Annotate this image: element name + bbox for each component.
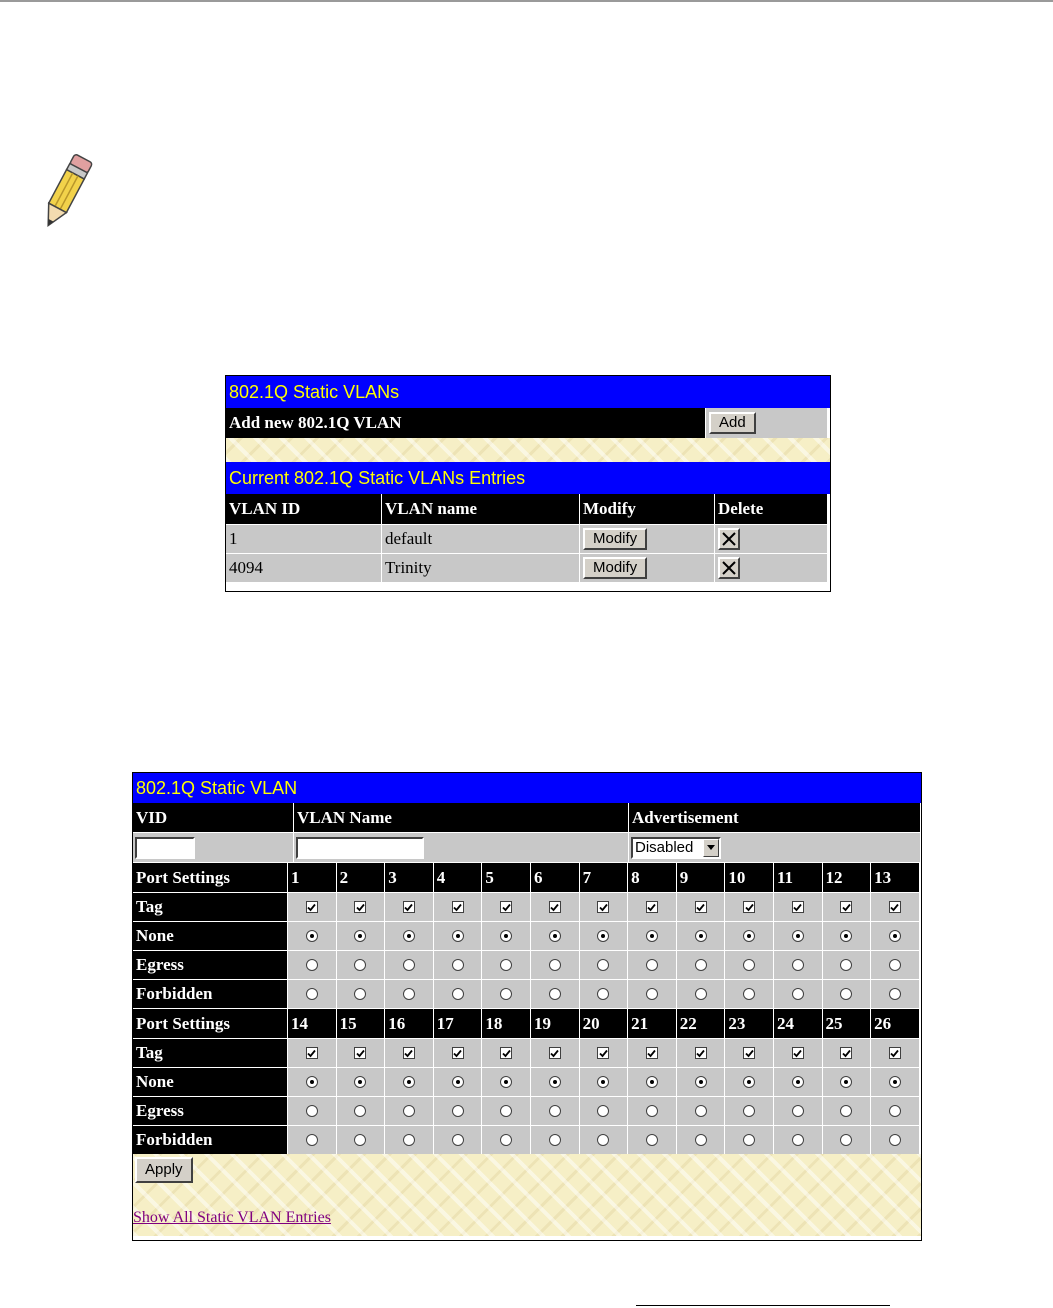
vlan-name-label: VLAN Name xyxy=(294,803,629,832)
row-label-tag: Tag xyxy=(133,1038,288,1067)
tag-checkbox-port-8[interactable] xyxy=(646,901,658,913)
forbidden-radio-port-5[interactable] xyxy=(500,988,512,1000)
modify-button[interactable]: Modify xyxy=(583,528,647,550)
none-radio-port-14[interactable] xyxy=(306,1076,318,1088)
advertisement-label: Advertisement xyxy=(629,803,921,832)
forbidden-radio-port-13[interactable] xyxy=(889,988,901,1000)
col-delete: Delete xyxy=(715,494,828,524)
forbidden-radio-port-23[interactable] xyxy=(743,1134,755,1146)
static-vlans-title: 802.1Q Static VLANs xyxy=(226,376,830,408)
port-number-header: 17 xyxy=(434,1009,483,1038)
tag-checkbox-port-26[interactable] xyxy=(889,1047,901,1059)
tag-checkbox-port-5[interactable] xyxy=(500,901,512,913)
none-radio-port-17[interactable] xyxy=(452,1076,464,1088)
port-setting-row xyxy=(133,1038,921,1067)
forbidden-radio-port-2[interactable] xyxy=(354,988,366,1000)
tag-checkbox-port-14[interactable] xyxy=(306,1047,318,1059)
port-number-header: 23 xyxy=(725,1009,774,1038)
none-radio-port-2[interactable] xyxy=(354,930,366,942)
none-radio-port-22[interactable] xyxy=(695,1076,707,1088)
none-radio-port-3[interactable] xyxy=(403,930,415,942)
egress-radio-port-22[interactable] xyxy=(695,1105,707,1117)
add-vlan-button[interactable]: Add xyxy=(709,412,756,434)
none-radio-port-5[interactable] xyxy=(500,930,512,942)
port-number-header: 7 xyxy=(580,863,629,892)
none-radio-port-16[interactable] xyxy=(403,1076,415,1088)
egress-radio-port-9[interactable] xyxy=(695,959,707,971)
vlan-id-cell: 1 xyxy=(229,529,238,548)
tag-checkbox-port-21[interactable] xyxy=(646,1047,658,1059)
row-label-tag: Tag xyxy=(133,892,288,921)
none-radio-port-8[interactable] xyxy=(646,930,658,942)
table-row xyxy=(226,553,830,582)
none-radio-port-13[interactable] xyxy=(889,930,901,942)
col-modify: Modify xyxy=(580,494,715,524)
forbidden-radio-port-8[interactable] xyxy=(646,988,658,1000)
egress-radio-port-3[interactable] xyxy=(403,959,415,971)
port-setting-row xyxy=(133,892,921,921)
none-radio-port-18[interactable] xyxy=(500,1076,512,1088)
apply-button[interactable]: Apply xyxy=(135,1157,193,1183)
egress-radio-port-17[interactable] xyxy=(452,1105,464,1117)
pencil-note-icon xyxy=(30,148,102,236)
advertisement-select[interactable] xyxy=(631,837,721,859)
port-setting-row xyxy=(133,979,921,1008)
none-radio-port-23[interactable] xyxy=(743,1076,755,1088)
show-all-static-vlan-entries-link[interactable]: Show All Static VLAN Entries xyxy=(133,1209,331,1226)
tag-checkbox-port-24[interactable] xyxy=(792,1047,804,1059)
none-radio-port-11[interactable] xyxy=(792,930,804,942)
tag-checkbox-port-12[interactable] xyxy=(840,901,852,913)
tag-checkbox-port-15[interactable] xyxy=(354,1047,366,1059)
table-row xyxy=(226,524,830,553)
forbidden-radio-port-3[interactable] xyxy=(403,988,415,1000)
tag-checkbox-port-3[interactable] xyxy=(403,901,415,913)
egress-radio-port-16[interactable] xyxy=(403,1105,415,1117)
tag-checkbox-port-25[interactable] xyxy=(840,1047,852,1059)
none-radio-port-10[interactable] xyxy=(743,930,755,942)
forbidden-radio-port-4[interactable] xyxy=(452,988,464,1000)
port-settings-group-2 xyxy=(133,1008,921,1154)
port-setting-row xyxy=(133,1125,921,1154)
forbidden-radio-port-15[interactable] xyxy=(354,1134,366,1146)
port-number-header: 13 xyxy=(871,863,920,892)
vlan-name-cell: Trinity xyxy=(385,558,432,577)
apply-area xyxy=(133,1154,921,1236)
vlan-id-cell: 4094 xyxy=(229,558,263,577)
static-vlan-panel xyxy=(132,772,922,1241)
tag-checkbox-port-16[interactable] xyxy=(403,1047,415,1059)
tag-checkbox-port-6[interactable] xyxy=(549,901,561,913)
egress-radio-port-4[interactable] xyxy=(452,959,464,971)
add-new-vlan-label: Add new 802.1Q VLAN xyxy=(226,408,706,438)
none-radio-port-21[interactable] xyxy=(646,1076,658,1088)
port-settings-group-1 xyxy=(133,862,921,1008)
port-number-header: 1 xyxy=(288,863,337,892)
top-divider xyxy=(0,0,1053,2)
row-label-egress: Egress xyxy=(133,1096,288,1125)
forbidden-radio-port-20[interactable] xyxy=(597,1134,609,1146)
forbidden-radio-port-26[interactable] xyxy=(889,1134,901,1146)
none-radio-port-9[interactable] xyxy=(695,930,707,942)
forbidden-radio-port-14[interactable] xyxy=(306,1134,318,1146)
col-vlan-name: VLAN name xyxy=(382,494,580,524)
none-radio-port-25[interactable] xyxy=(840,1076,852,1088)
delete-icon[interactable] xyxy=(718,557,740,579)
forbidden-radio-port-11[interactable] xyxy=(792,988,804,1000)
forbidden-radio-port-9[interactable] xyxy=(695,988,707,1000)
vid-input[interactable] xyxy=(135,837,195,859)
port-number-header: 26 xyxy=(871,1009,920,1038)
egress-radio-port-5[interactable] xyxy=(500,959,512,971)
row-label-forbidden: Forbidden xyxy=(133,979,288,1008)
col-vlan-id: VLAN ID xyxy=(226,494,382,524)
egress-radio-port-7[interactable] xyxy=(597,959,609,971)
port-number-header: 5 xyxy=(482,863,531,892)
egress-radio-port-19[interactable] xyxy=(549,1105,561,1117)
chevron-down-icon[interactable] xyxy=(703,839,719,857)
vlan-name-cell: default xyxy=(385,529,433,548)
forbidden-radio-port-21[interactable] xyxy=(646,1134,658,1146)
forbidden-radio-port-17[interactable] xyxy=(452,1134,464,1146)
egress-radio-port-26[interactable] xyxy=(889,1105,901,1117)
tag-checkbox-port-18[interactable] xyxy=(500,1047,512,1059)
none-radio-port-1[interactable] xyxy=(306,930,318,942)
none-radio-port-7[interactable] xyxy=(597,930,609,942)
forbidden-radio-port-6[interactable] xyxy=(549,988,561,1000)
egress-radio-port-14[interactable] xyxy=(306,1105,318,1117)
current-entries-title: Current 802.1Q Static VLANs Entries xyxy=(226,462,830,494)
port-number-header: 19 xyxy=(531,1009,580,1038)
forbidden-radio-port-7[interactable] xyxy=(597,988,609,1000)
port-settings-label: Port Settings xyxy=(133,1009,288,1038)
row-label-egress: Egress xyxy=(133,950,288,979)
none-radio-port-12[interactable] xyxy=(840,930,852,942)
tag-checkbox-port-19[interactable] xyxy=(549,1047,561,1059)
port-number-header: 12 xyxy=(823,863,872,892)
tag-checkbox-port-20[interactable] xyxy=(597,1047,609,1059)
tag-checkbox-port-7[interactable] xyxy=(597,901,609,913)
forbidden-radio-port-16[interactable] xyxy=(403,1134,415,1146)
egress-radio-port-8[interactable] xyxy=(646,959,658,971)
tag-checkbox-port-13[interactable] xyxy=(889,901,901,913)
port-number-header: 25 xyxy=(823,1009,872,1038)
none-radio-port-20[interactable] xyxy=(597,1076,609,1088)
none-radio-port-19[interactable] xyxy=(549,1076,561,1088)
forbidden-radio-port-10[interactable] xyxy=(743,988,755,1000)
port-number-header: 20 xyxy=(580,1009,629,1038)
port-setting-row xyxy=(133,1067,921,1096)
egress-radio-port-1[interactable] xyxy=(306,959,318,971)
port-number-header: 8 xyxy=(628,863,677,892)
tag-checkbox-port-4[interactable] xyxy=(452,901,464,913)
forbidden-radio-port-24[interactable] xyxy=(792,1134,804,1146)
port-setting-row xyxy=(133,921,921,950)
forbidden-radio-port-19[interactable] xyxy=(549,1134,561,1146)
port-number-header: 10 xyxy=(725,863,774,892)
port-number-header: 9 xyxy=(677,863,726,892)
delete-icon[interactable] xyxy=(718,528,740,550)
port-settings-label: Port Settings xyxy=(133,863,288,892)
tag-checkbox-port-2[interactable] xyxy=(354,901,366,913)
none-radio-port-26[interactable] xyxy=(889,1076,901,1088)
tag-checkbox-port-1[interactable] xyxy=(306,901,318,913)
tag-checkbox-port-11[interactable] xyxy=(792,901,804,913)
port-number-header: 21 xyxy=(628,1009,677,1038)
port-number-header: 11 xyxy=(774,863,823,892)
egress-radio-port-25[interactable] xyxy=(840,1105,852,1117)
port-number-header: 6 xyxy=(531,863,580,892)
vid-label: VID xyxy=(133,803,294,832)
advertisement-select-value: Disabled xyxy=(635,839,694,856)
port-number-header: 22 xyxy=(677,1009,726,1038)
none-radio-port-4[interactable] xyxy=(452,930,464,942)
port-number-header: 14 xyxy=(288,1009,337,1038)
modify-button[interactable]: Modify xyxy=(583,557,647,579)
port-number-header: 2 xyxy=(337,863,386,892)
none-radio-port-15[interactable] xyxy=(354,1076,366,1088)
egress-radio-port-6[interactable] xyxy=(549,959,561,971)
egress-radio-port-12[interactable] xyxy=(840,959,852,971)
egress-radio-port-10[interactable] xyxy=(743,959,755,971)
port-number-header: 3 xyxy=(385,863,434,892)
egress-radio-port-21[interactable] xyxy=(646,1105,658,1117)
none-radio-port-6[interactable] xyxy=(549,930,561,942)
forbidden-radio-port-18[interactable] xyxy=(500,1134,512,1146)
port-number-header: 24 xyxy=(774,1009,823,1038)
tag-checkbox-port-9[interactable] xyxy=(695,901,707,913)
row-label-forbidden: Forbidden xyxy=(133,1125,288,1154)
port-setting-row xyxy=(133,1096,921,1125)
port-number-header: 15 xyxy=(337,1009,386,1038)
egress-radio-port-11[interactable] xyxy=(792,959,804,971)
port-setting-row xyxy=(133,950,921,979)
static-vlans-panel xyxy=(225,375,831,592)
egress-radio-port-13[interactable] xyxy=(889,959,901,971)
tag-checkbox-port-22[interactable] xyxy=(695,1047,707,1059)
forbidden-radio-port-25[interactable] xyxy=(840,1134,852,1146)
forbidden-radio-port-22[interactable] xyxy=(695,1134,707,1146)
egress-radio-port-24[interactable] xyxy=(792,1105,804,1117)
egress-radio-port-15[interactable] xyxy=(354,1105,366,1117)
port-number-header: 18 xyxy=(482,1009,531,1038)
bottom-divider xyxy=(636,1305,890,1306)
port-number-header: 16 xyxy=(385,1009,434,1038)
port-number-header: 4 xyxy=(434,863,483,892)
static-vlan-title: 802.1Q Static VLAN xyxy=(133,773,921,803)
forbidden-radio-port-1[interactable] xyxy=(306,988,318,1000)
egress-radio-port-18[interactable] xyxy=(500,1105,512,1117)
forbidden-radio-port-12[interactable] xyxy=(840,988,852,1000)
none-radio-port-24[interactable] xyxy=(792,1076,804,1088)
egress-radio-port-2[interactable] xyxy=(354,959,366,971)
egress-radio-port-23[interactable] xyxy=(743,1105,755,1117)
row-label-none: None xyxy=(133,1067,288,1096)
tag-checkbox-port-10[interactable] xyxy=(743,901,755,913)
pattern-spacer xyxy=(226,438,830,462)
vlan-name-input[interactable] xyxy=(296,837,424,859)
tag-checkbox-port-17[interactable] xyxy=(452,1047,464,1059)
egress-radio-port-20[interactable] xyxy=(597,1105,609,1117)
row-label-none: None xyxy=(133,921,288,950)
tag-checkbox-port-23[interactable] xyxy=(743,1047,755,1059)
